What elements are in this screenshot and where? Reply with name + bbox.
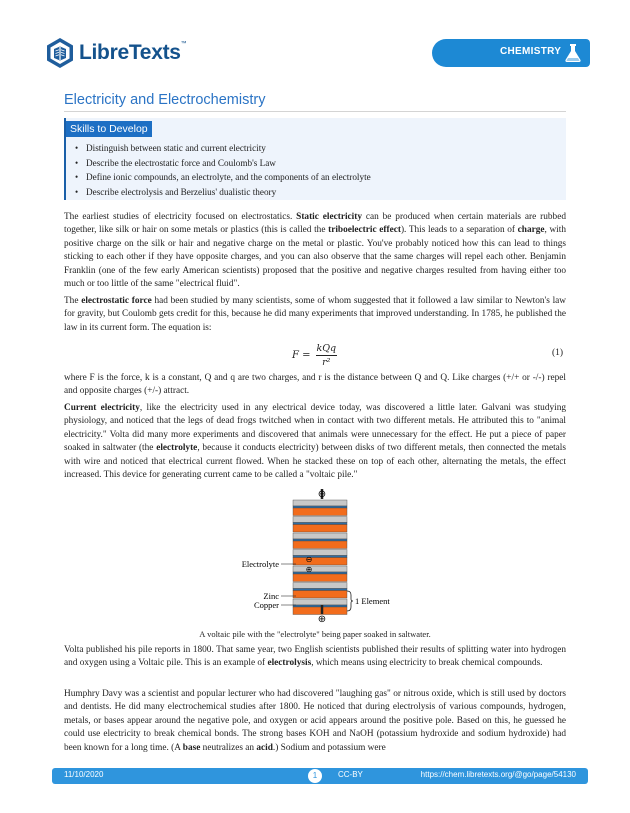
- logo-wordmark: LibreTexts™: [79, 41, 187, 64]
- page-footer: [52, 768, 588, 784]
- label-one-element: 1 Element: [355, 596, 390, 606]
- electrolyte-layer: [293, 605, 347, 607]
- footer-permalink[interactable]: https://chem.libretexts.org/@go/page/54130: [420, 770, 576, 779]
- copper-disk: [293, 508, 347, 516]
- title-divider: [64, 111, 566, 112]
- equation-numerator: kQq: [316, 343, 337, 354]
- copper-disk: [293, 591, 347, 599]
- bold-term: electrolyte: [156, 443, 198, 454]
- electrolyte-layer: [293, 523, 347, 525]
- electrolyte-layer: [293, 556, 347, 558]
- paragraph-static-electricity: The earliest studies of electricity focused on electrostatics. Static electricity can be produced when certain materials are rubbed together, like silk or hair on some metals or plastics (this is called the triboelectric effect). This leads to a separation of charge, with positive charge on the silk or hair and negative charge on the metal or plastic. You've probably noticed how this can lead to things sticking to each other if they have opposite charges, and you can also observe that the same charges will repel each other. Benjamin Franklin (one of the few early American scientists) proposed that the positive and negative charges resulted from having either too much or too little of the same "electrical fluid".: [64, 212, 566, 290]
- copper-disk: [293, 525, 347, 533]
- footer-license[interactable]: CC-BY: [338, 770, 363, 779]
- bold-term: Static electricity: [296, 212, 362, 222]
- negative-terminal-symbol: ⊖: [317, 489, 327, 500]
- paragraph-electrolysis: Volta published his pile reports in 1800. That same year, two English scientists published their results of splitting water into hydrogen and oxygen using a Voltaic pile. This is an example of electrolysis, which means using electricity to break chemical compounds.: [64, 645, 566, 669]
- zinc-disk: [293, 583, 347, 589]
- skills-heading: Skills to Develop: [66, 121, 152, 137]
- electrolyte-plus-symbol: ⊕: [305, 565, 313, 574]
- zinc-disk: [293, 500, 347, 506]
- electrolyte-layer: [293, 539, 347, 541]
- zinc-disk: [293, 533, 347, 539]
- zinc-disk: [293, 566, 347, 572]
- zinc-disk: [293, 517, 347, 523]
- bold-term: electrolysis: [267, 658, 312, 669]
- equation-denominator: r²: [322, 357, 331, 368]
- paragraph-current-electricity: Current electricity, like the electricity used in any electrical device today, was discovered a little later. Galvani was studying physiology, and noticed that the legs of dead frogs twitched when in contact with two different metals. He attributed this to "animal electricity." Volta did many more experiments and discovered that animals were unnecessary for the effect. He put a piece of paper soaked in saltwater (the electrolyte, because it conducts electricity) between disks of two different metals, then connected the metals with wire and noticed that electrical current flowed. When he stacked these on top of each other, alternating the metals, the effect increased. This device for generating current came to be called a "voltaic pile.": [64, 403, 566, 481]
- pile-stack: [293, 500, 347, 615]
- equation-number: (1): [552, 348, 564, 358]
- electrolyte-layer: [293, 589, 347, 591]
- library-name: CHEMISTRY: [500, 46, 562, 57]
- positive-terminal-symbol: ⊕: [317, 614, 327, 625]
- label-copper: Copper: [253, 600, 279, 610]
- footer-date: 11/10/2020: [64, 770, 104, 779]
- library-banner[interactable]: [432, 39, 590, 67]
- voltaic-pile-figure: [236, 486, 406, 626]
- label-electrolyte: Electrolyte: [241, 559, 279, 569]
- libretexts-logo[interactable]: [44, 37, 186, 69]
- equation-fraction: [316, 343, 338, 368]
- paragraph-equation-explanation: where F is the force, k is a constant, Q and q are two charges, and r is the distance between Q and Q. Like charges (+/+ or -/-) repel and opposite charges (+/-) attract.: [64, 373, 566, 397]
- label-zinc: Zinc: [263, 591, 279, 601]
- zinc-disk: [293, 599, 347, 605]
- flask-icon: [564, 43, 582, 63]
- skill-item: • Define ionic compounds, an electrolyte, and the components of an electrolyte: [86, 170, 371, 185]
- skills-list: [86, 141, 371, 199]
- skill-item: • Describe the electrostatic force and Coulomb's Law: [86, 156, 371, 171]
- page-number-badge: 1: [308, 769, 322, 783]
- element-bracket: [347, 591, 353, 611]
- bold-term: acid: [256, 742, 273, 753]
- electrolyte-layer: [293, 572, 347, 574]
- bold-term: Current electricity: [64, 403, 140, 413]
- copper-disk: [293, 574, 347, 582]
- bold-term: triboelectric effect: [328, 225, 401, 236]
- bold-term: electrostatic force: [81, 296, 152, 306]
- page-title: Electricity and Electrochemistry: [64, 92, 266, 108]
- coulomb-equation: [292, 343, 337, 368]
- bold-term: charge: [517, 225, 545, 236]
- paragraph-humphry-davy: Humphry Davy was a scientist and popular lecturer who had discovered "laughing gas" or nitrous oxide, which is still used by doctors and dentists. He did many electrochemical studies after 1800. He noticed that during electrolysis of various compounds, hydrogen, metals, or bases appear around the negative pole, and oxygen or acid appears around the positive pole. Based on this, he guessed he could use electricity to break chemical bonds. The strong bases KOH and NaOH (potassium hydroxide and sodium hydroxide) had been known for a long time. (A base neutralizes an acid.) Sodium and potassium were: [64, 689, 566, 753]
- bold-term: base: [182, 742, 201, 753]
- electrolyte-layer: [293, 506, 347, 508]
- zinc-disk: [293, 550, 347, 556]
- skill-item: • Describe electrolysis and Berzelius' dualistic theory: [86, 185, 371, 200]
- paragraph-electrostatic-force: The electrostatic force had been studied by many scientists, some of whom suggested that it followed a law similar to Newton's law for gravity, but Coulomb gets credit for this, because he did many experiments that improved understanding. In 1785, he published the law in its current form. The equation is:: [64, 296, 566, 333]
- page-header: [0, 0, 630, 80]
- electrolyte-minus-symbol: ⊖: [305, 555, 313, 564]
- copper-disk: [293, 541, 347, 549]
- figure-caption: A voltaic pile with the "electrolyte" being paper soaked in saltwater.: [199, 629, 431, 639]
- equation-lhs: F =: [292, 350, 311, 361]
- skill-item: • Distinguish between static and current electricity: [86, 141, 371, 156]
- libretexts-hexagon-icon: [44, 37, 76, 69]
- copper-disk: [293, 558, 347, 566]
